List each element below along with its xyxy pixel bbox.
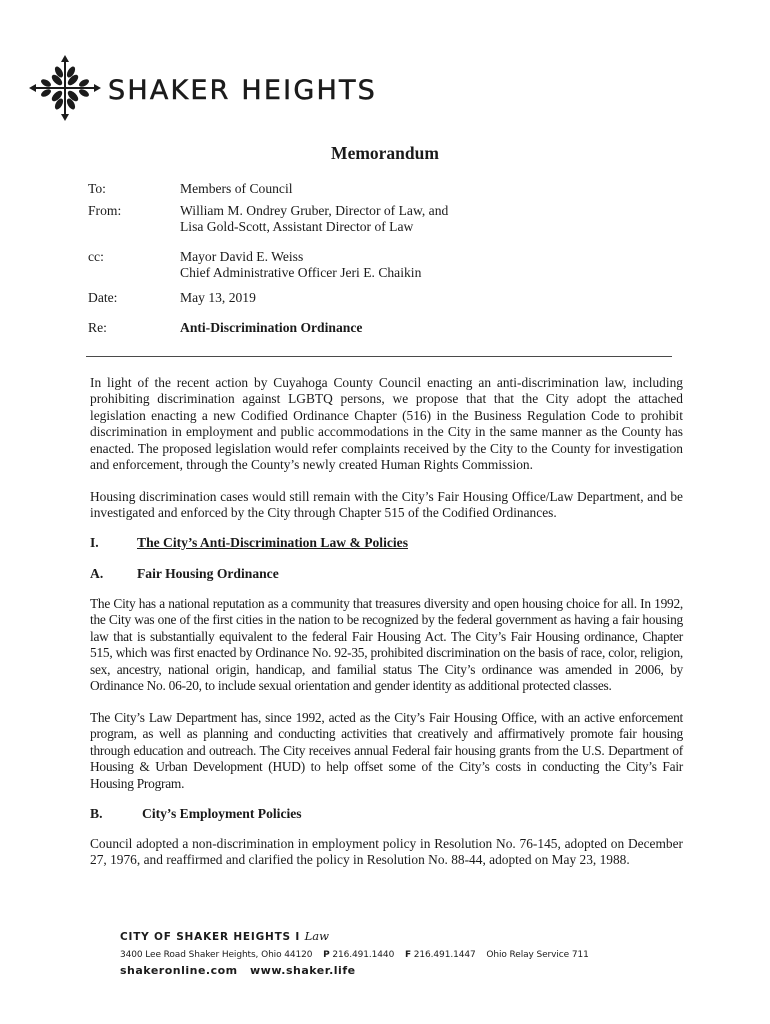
employment-policy-paragraph: Council adopted a non-discrimination in employment policy in Resolution No. 76-145, adopted on December 27, 1976, and reaffirmed and clarified the policy in Resolution No. 88-44, adopted on May 23, 1988. (90, 836, 683, 868)
footer-relay-service: Ohio Relay Service 711 (486, 950, 589, 960)
section-b-title: City’s Employment Policies (142, 806, 302, 821)
footer-website-2[interactable]: www.shaker.life (250, 964, 356, 977)
from-value-line-1: William M. Ondrey Gruber, Director of Law, and (180, 203, 449, 218)
section-a-number: A. (90, 566, 104, 581)
re-value: Anti-Discrimination Ordinance (180, 320, 363, 335)
logo-wordmark: SHAKER HEIGHTS (108, 74, 378, 106)
footer-org: CITY OF SHAKER HEIGHTS (120, 931, 291, 943)
footer-separator: I (295, 931, 301, 943)
shaker-leaf-emblem-icon (26, 53, 104, 128)
law-department-paragraph: The City’s Law Department has, since 1992, acted as the City’s Fair Housing Office, with an active enforcement program, as well as planning and conducting activities that creatively and affirmatively promote fair housing through education and outreach. The City receives annual Federal fair housing grants from the U.S. Department of Housing & Urban Development (HUD) to help offset some of the City’s costs in conducting the City’s Fair Housing Program. (90, 710, 683, 791)
housing-note-paragraph: Housing discrimination cases would still remain with the City’s Fair Housing Office/Law Department, and be investigated and enforced by the City through Chapter 515 of the Codified Ordinances. (90, 489, 683, 521)
date-label: Date: (88, 290, 118, 305)
footer-fax-label: F (404, 950, 412, 960)
intro-paragraph: In light of the recent action by Cuyahoga County Council enacting an anti-discrimination law, including prohibiting discrimination against LGBTQ persons, we propose that that the City adopt the attached legislation enacting a new Codified Ordinance Chapter (516) in the Business Regulation Code to prohibit discrimination in employment and public accommodations in the City in the same manner as the County has enacted. The proposed legislation would refer complaints received by the City to the County for investigation and enforcement, through the County’s newly created Human Rights Commission. (90, 375, 683, 473)
from-label: From: (88, 203, 122, 218)
header-divider (86, 356, 672, 357)
shaker-heights-logo (26, 55, 377, 125)
to-value: Members of Council (180, 181, 293, 196)
memorandum-title: Memorandum (331, 143, 439, 163)
footer-phone: 216.491.1440 (332, 950, 395, 960)
footer-website-1[interactable]: shakeronline.com (120, 964, 238, 977)
to-label: To: (88, 181, 106, 196)
footer-phone-label: P (323, 950, 330, 960)
section-1-number: I. (90, 535, 99, 550)
cc-value-line-2: Chief Administrative Officer Jeri E. Chaikin (180, 265, 422, 280)
footer-contact-line (120, 950, 589, 960)
section-1-title: The City’s Anti-Discrimination Law & Policies (137, 535, 408, 550)
fair-housing-paragraph: The City has a national reputation as a community that treasures diversity and open housing choice for all. In 1992, the City was one of the first cities in the nation to be recognized by the federal government as having a fair housing law that is substantially equivalent to the federal Fair Housing Act. The City’s Fair Housing ordinance, Chapter 515, which was first enacted by Ordinance No. 92-35, prohibited discrimination on the basis of race, color, religion, sex, ancestry, national origin, handicap, and familial status The City’s ordinance was amended in 2006, by Ordinance No. 06-20, to include sexual orientation and gender identity as additional protected classes. (90, 596, 683, 694)
footer-org-line (120, 929, 329, 943)
footer-dept: Law (304, 929, 329, 943)
footer-address: 3400 Lee Road Shaker Heights, Ohio 44120 (120, 950, 313, 960)
page-title (0, 143, 770, 164)
cc-value-line-1: Mayor David E. Weiss (180, 249, 304, 264)
section-b-number: B. (90, 806, 103, 821)
re-label: Re: (88, 320, 107, 335)
footer-websites-line (120, 964, 356, 977)
footer-fax: 216.491.1447 (413, 950, 476, 960)
section-a-title: Fair Housing Ordinance (137, 566, 279, 581)
cc-label: cc: (88, 249, 104, 264)
from-value-line-2: Lisa Gold-Scott, Assistant Director of Law (180, 219, 414, 234)
date-value: May 13, 2019 (180, 290, 256, 305)
